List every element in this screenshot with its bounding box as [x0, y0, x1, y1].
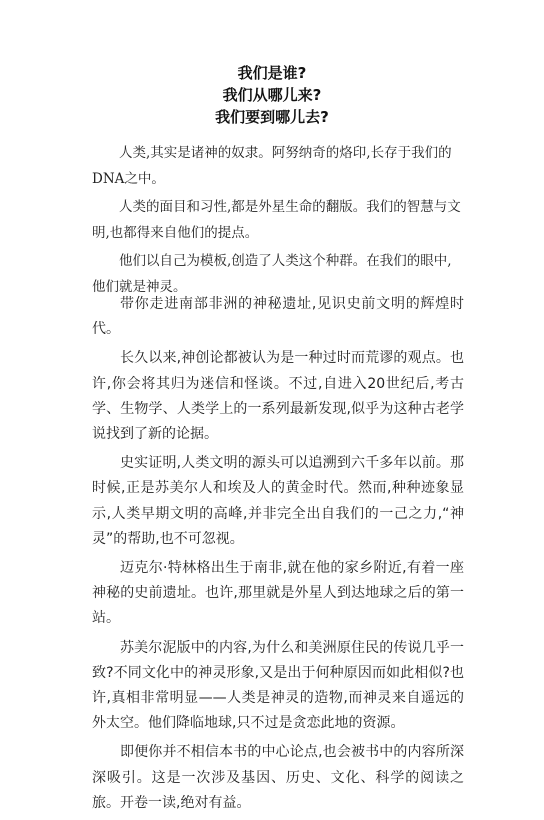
intro-paragraph: 人类的面目和习性,都是外星生命的翻版。我们的智慧与文明,也都得来自他们的提点。 — [92, 199, 461, 241]
body-paragraph: 带你走进南部非洲的神秘遗址,见识史前文明的辉煌时代。 — [92, 296, 464, 338]
body-paragraph: 长久以来,神创论都被认为是一种过时而荒谬的观点。也许,你会将其归为迷信和怪谈。不过,自进入20世纪后,考古学、生物学、人类学上的一系列最新发现,似乎为这种古老学说找到了新的论据。 — [92, 350, 464, 443]
body-paragraph: 苏美尔泥版中的内容,为什么和美洲原住民的传说几乎一致?不同文化中的神灵形象,又是出于何种原因而如此相似?也许,真相非常明显——人类是神灵的造物,而神灵来自遥远的外太空。他们降临地球,只不过是贪恋此地的资源。 — [92, 639, 464, 732]
intro-paragraph: 人类,其实是诸神的奴隶。阿努纳奇的烙印,长存于我们的DNA之中。 — [92, 145, 452, 187]
body-paragraph: 即便你并不相信本书的中心论点,也会被书中的内容所深深吸引。这是一次涉及基因、历史、文化、科学的阅读之旅。开卷一读,绝对有益。 — [92, 744, 464, 811]
title-block — [0, 62, 544, 128]
body-paragraph: 迈克尔·特林格出生于南非,就在他的家乡附近,有着一座神秘的史前遗址。也许,那里就是外星人到达地球之后的第一站。 — [92, 560, 464, 627]
body-paragraph: 史实证明,人类文明的源头可以追溯到六千多年以前。那时候,正是苏美尔人和埃及人的黄金时代。然而,种种迹象显示,人类早期文明的高峰,并非完全出自我们的一己之力,“神灵”的帮助,也不可忽视。 — [92, 455, 464, 547]
intro-section — [92, 140, 462, 302]
title-line-3: 我们要到哪儿去? — [215, 108, 329, 126]
body-section — [92, 292, 464, 820]
intro-paragraph: 他们以自己为模板,创造了人类这个种群。在我们的眼中,他们就是神灵。 — [92, 253, 452, 295]
title-line-1: 我们是谁? — [237, 64, 307, 82]
title-line-2: 我们从哪儿来? — [222, 86, 322, 104]
